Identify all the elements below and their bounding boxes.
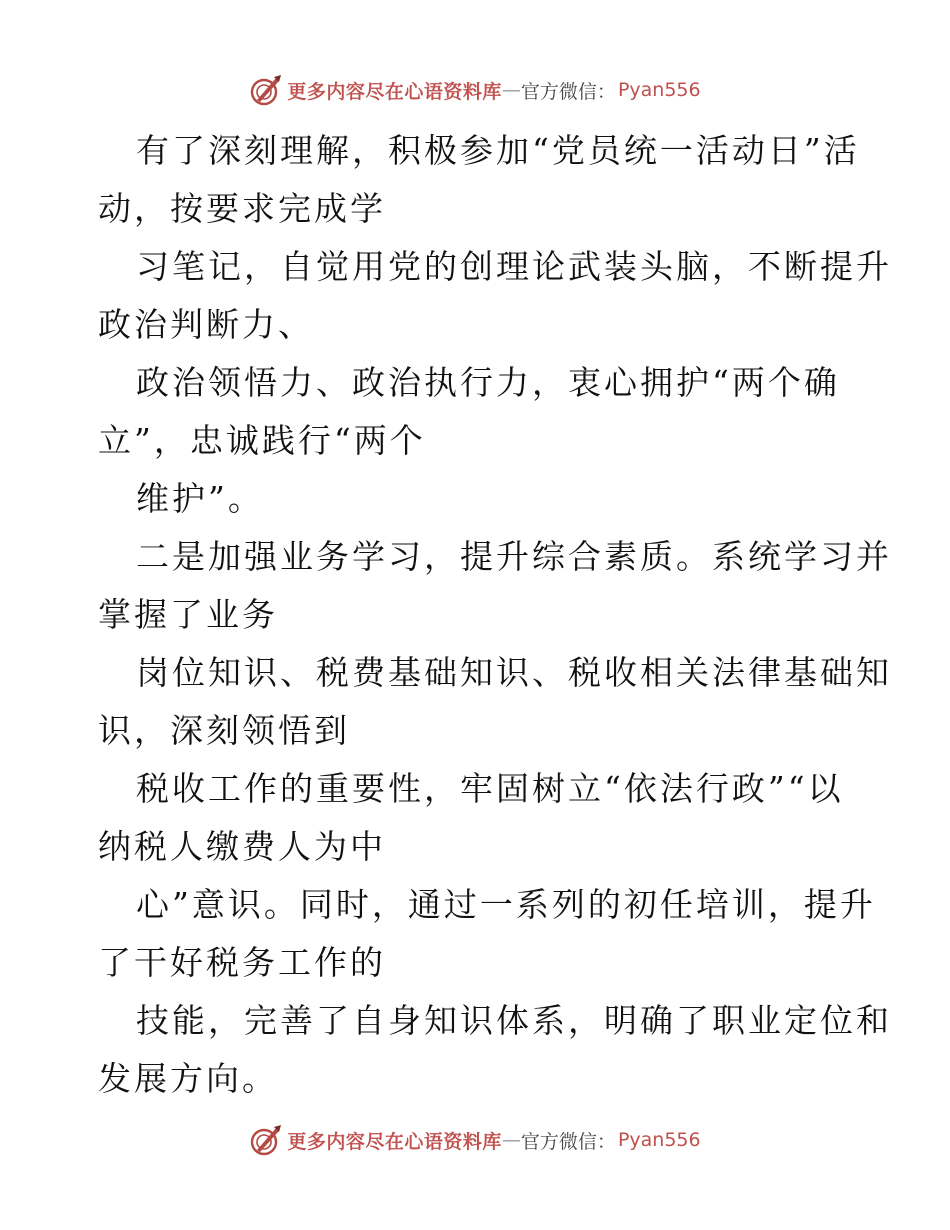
text-line: 维护”。 [136, 479, 264, 518]
text-line: 有了深刻理解，积极参加“党员统一活动日”活 [136, 131, 860, 170]
document-body [98, 122, 892, 1108]
footer-watermark-banner [0, 1120, 950, 1160]
text-line: 政治判断力、 [98, 305, 314, 344]
banner-separator: — [501, 1129, 521, 1151]
banner-sub-text: 官方微信： [520, 1130, 616, 1153]
text-line: 岗位知识、税费基础知识、税收相关法律基础知 [136, 653, 892, 692]
text-line: 动，按要求完成学 [98, 189, 386, 228]
text-line: 习笔记，自觉用党的创理论武装头脑，不断提升 [136, 247, 892, 286]
banner-account-id: Pyan556 [617, 79, 701, 101]
banner-main-text: 更多内容尽在心语资料库 [287, 80, 502, 103]
text-line: 心”意识。同时，通过一系列的初任培训，提升 [136, 885, 876, 924]
quill-logo-icon [249, 73, 283, 107]
text-line: 纳税人缴费人为中 [98, 827, 386, 866]
banner-account-id: Pyan556 [617, 1129, 701, 1151]
text-line: 发展方向。 [98, 1059, 278, 1098]
text-line: 二是加强业务学习，提升综合素质。系统学习并 [136, 537, 892, 576]
banner-main-text: 更多内容尽在心语资料库 [287, 1130, 502, 1153]
banner-sub-text: 官方微信： [520, 80, 616, 103]
text-line: 技能，完善了自身知识体系，明确了职业定位和 [136, 1001, 892, 1040]
text-line: 立”，忠诚践行“两个 [98, 421, 426, 460]
text-line: 掌握了业务 [98, 595, 278, 634]
header-watermark-banner [0, 70, 950, 110]
text-line: 了干好税务工作的 [98, 943, 386, 982]
text-line: 政治领悟力、政治执行力，衷心拥护“两个确 [136, 363, 840, 402]
text-line: 识，深刻领悟到 [98, 711, 350, 750]
banner-separator: — [501, 79, 521, 101]
quill-logo-icon [249, 1123, 283, 1157]
text-line: 税收工作的重要性，牢固树立“依法行政”“以 [136, 769, 844, 808]
